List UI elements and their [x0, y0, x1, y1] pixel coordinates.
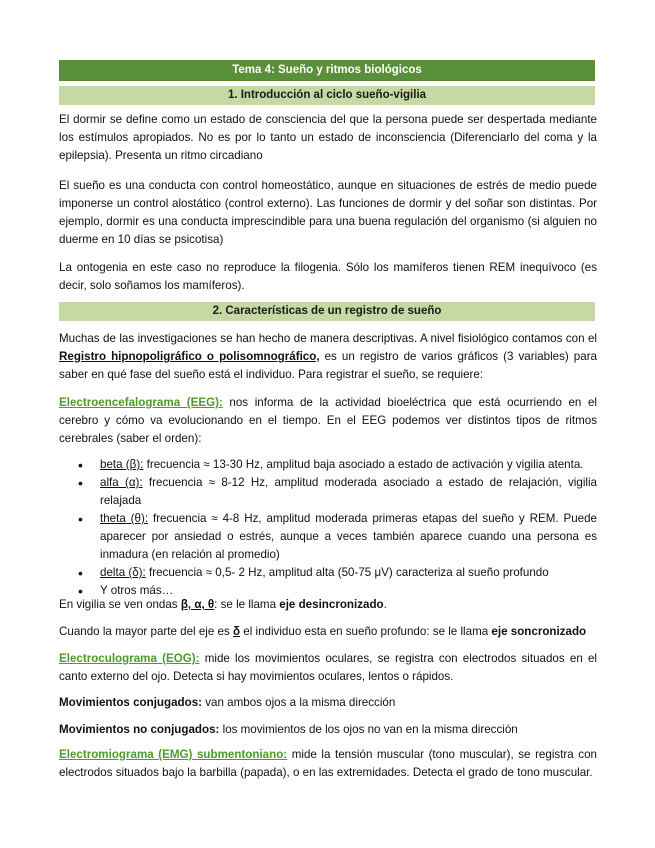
rhythm-desc: frecuencia ≈ 8-12 Hz, amplitud moderada asociado a estado de relajación, vigilia relajada	[100, 476, 597, 507]
eeg-term: Electroencefalograma (EEG):	[59, 396, 223, 409]
paragraph-sueno-profundo	[59, 623, 597, 641]
paragraph-registro	[59, 330, 597, 384]
paragraph-conjugados	[59, 694, 597, 712]
registro-desc-text: es un registro de varios gráficos (3 variables) para saber en qué fase del sueño está el individuo. Para registrar el sueño, se requiere:	[59, 350, 598, 381]
rhythm-name: beta (β):	[100, 458, 144, 471]
paragraph-eog	[59, 650, 597, 686]
paragraph-homeostatic: El sueño es una conducta con control homeostático, aunque en situaciones de estrés de medio puede imponerse un control alostático (control externo). Las funciones de dormir y del soñar son distintas. Por ejemplo, dormir es una conducta imprescindible para una buena regulación del organismo (si alguien no duerme en 10 días se psicotisa)	[59, 179, 597, 246]
eje-desincronizado: eje desincronizado	[279, 598, 384, 611]
rhythm-name: theta (θ):	[100, 512, 149, 525]
paragraph-ontogeny: La ontogenia en este caso no reproduce la filogenia. Sólo los mamíferos tienen REM inequívoco (es decir, solo soñamos los mamíferos).	[59, 261, 597, 292]
emg-term: Electromiograma (EMG) submentoniano:	[59, 748, 288, 761]
paragraph-emg	[59, 746, 597, 782]
eog-term: Electroculograma (EOG):	[59, 652, 200, 665]
vigilia-text: En vigilia se ven ondas	[59, 598, 181, 611]
vigilia-mid-text: : se le llama	[214, 598, 280, 611]
rhythm-desc: frecuencia ≈ 4-8 Hz, amplitud moderada primeras etapas del sueño y REM. Puede aparecer por ansiedad o estrés, aunque a veces también aparece cuando una persona es inmadura (en relación al promedio)	[100, 512, 597, 561]
paragraph-eeg	[59, 394, 597, 448]
section-heading-registro: 2. Características de un registro de sueño	[59, 302, 595, 321]
list-item-beta	[59, 456, 597, 474]
no-conjugados-term: Movimientos no conjugados:	[59, 723, 220, 736]
rhythm-desc: frecuencia ≈ 13-30 Hz, amplitud baja asociado a estado de activación y vigilia atenta.	[143, 458, 584, 471]
sueno-text: Cuando la mayor parte del eje es	[59, 625, 234, 638]
brain-rhythms-list	[59, 456, 597, 600]
rhythm-desc: Y otros más…	[100, 584, 174, 597]
registro-term: Registro hipnopoligráfico o polisomnográfico,	[59, 350, 320, 363]
list-item-alfa	[59, 474, 597, 510]
section-heading-intro: 1. Introducción al ciclo sueño-vigilia	[59, 86, 595, 105]
sueno-wave: δ	[233, 625, 241, 638]
conjugados-term: Movimientos conjugados:	[59, 696, 202, 709]
rhythm-name: alfa (α):	[100, 476, 143, 489]
emg-text: mide la tensión muscular (tono muscular), se registra con electrodos situados bajo la barbilla (papada), o en las extremidades. Detecta el grado de tono muscular.	[59, 748, 597, 779]
eje-sincronizado: eje soncronizado	[491, 625, 587, 638]
vigilia-end: .	[383, 598, 387, 611]
conjugados-text: van ambos ojos a la misma dirección	[202, 696, 396, 709]
list-item-delta	[59, 564, 597, 582]
registro-intro-text: Muchas de las investigaciones se han hecho de manera descriptivas. A nivel fisiológico contamos con el	[59, 332, 597, 345]
rhythm-name: delta (δ):	[100, 566, 146, 579]
list-item-theta	[59, 510, 597, 564]
no-conjugados-text: los movimientos de los ojos no van en la misma dirección	[219, 723, 518, 736]
paragraph-vigilia	[59, 596, 597, 614]
vigilia-waves: β, α, θ	[180, 598, 215, 611]
paragraph-definition: El dormir se define como un estado de consciencia del que la persona puede ser despertada mediante los estímulos apropiados. No es por lo tanto un estado de inconsciencia (Diferenciarlo del coma y la epilepsia). Presenta un ritmo circadiano	[59, 113, 597, 162]
rhythm-desc: frecuencia ≈ 0,5- 2 Hz, amplitud alta (50-75 μV) caracteriza al sueño profundo	[145, 566, 549, 579]
sueno-mid-text: el individuo esta en sueño profundo: se le llama	[240, 625, 492, 638]
eog-text: mide los movimientos oculares, se registra con electrodos situados en el canto externo del ojo. Detecta si hay movimientos oculares, lentos o rápidos.	[59, 652, 598, 683]
eeg-text: nos informa de la actividad bioeléctrica que está ocurriendo en el cerebro y cómo va evolucionando en el tiempo. En el EEG podemos ver distintos tipos de ritmos cerebrales (saber el orden):	[59, 396, 597, 445]
document-title-bar: Tema 4: Sueño y ritmos biológicos	[59, 60, 595, 81]
paragraph-no-conjugados	[59, 721, 597, 739]
